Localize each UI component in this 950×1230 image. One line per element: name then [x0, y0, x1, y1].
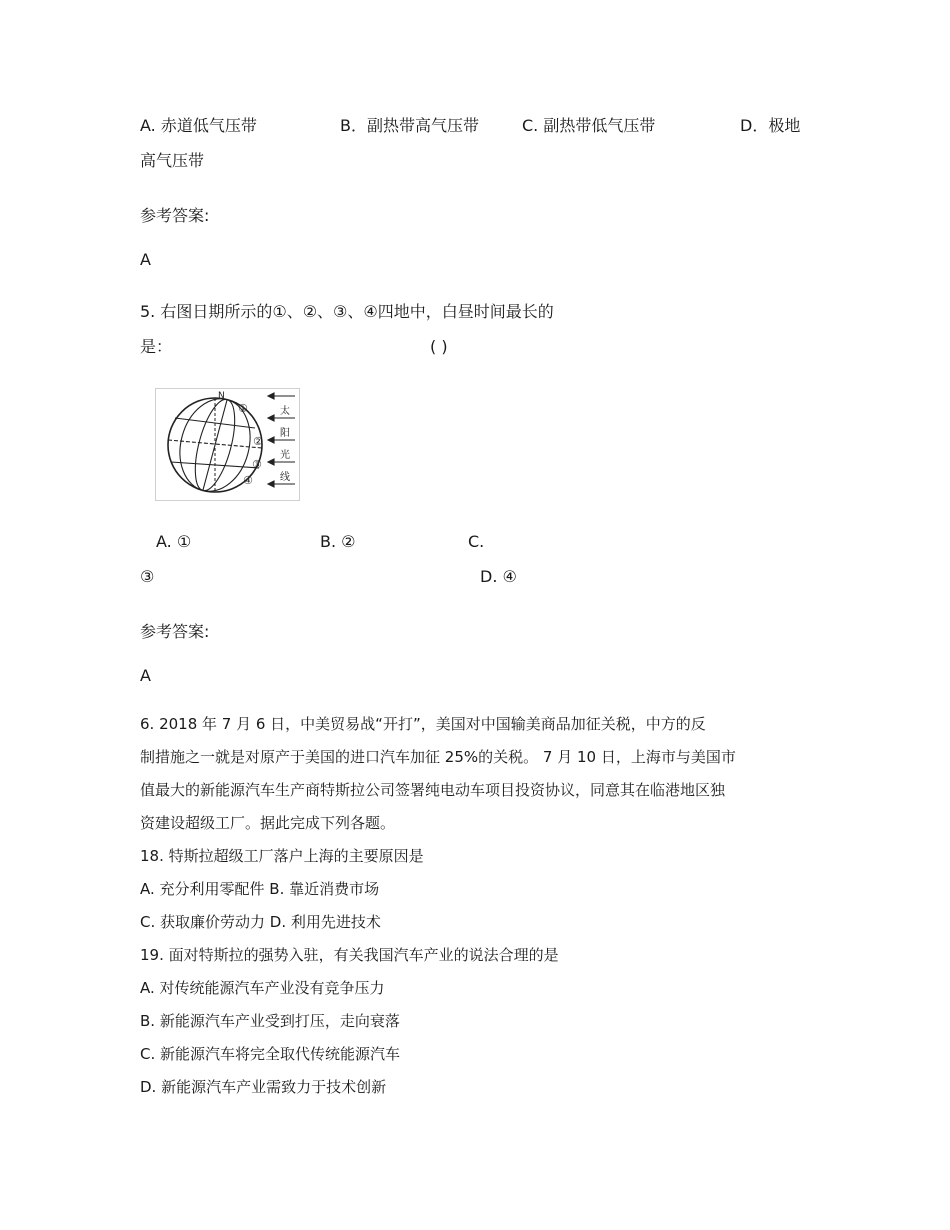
q6-passage-line4: 资建设超级工厂。据此完成下列各题。 — [140, 814, 396, 832]
earth-illumination-figure — [155, 388, 300, 501]
answer-label: 参考答案: — [140, 206, 210, 225]
q19-option-a: A. 对传统能源汽车产业没有竞争压力 — [140, 979, 385, 997]
north-label: N — [218, 391, 225, 401]
q18-options-ab: A. 充分利用零配件 B. 靠近消费市场 — [140, 880, 380, 898]
earth-diagram — [155, 388, 300, 501]
q19-option-b: B. 新能源汽车产业受到打压，走向衰落 — [140, 1012, 400, 1030]
q6-passage-line1: 6. 2018 年 7 月 6 日，中美贸易战“开打”，美国对中国输美商品加征关税，中方的反 — [140, 715, 706, 733]
q18-stem: 18. 特斯拉超级工厂落户上海的主要原因是 — [140, 847, 424, 865]
q4-option-a: A. 赤道低气压带 — [140, 116, 257, 135]
q19-option-c: C. 新能源汽车将完全取代传统能源汽车 — [140, 1045, 401, 1063]
q5-option-b: B. ② — [320, 532, 356, 551]
q5-option-c: C. — [468, 532, 485, 551]
q5-stem-line2: 是： — [140, 337, 173, 356]
q5-option-c-continued: ③ — [140, 567, 155, 586]
q6-passage-line3: 值最大的新能源汽车生产商特斯拉公司签署纯电动车项目投资协议，同意其在临港地区独 — [140, 781, 726, 799]
sun-label-4: 线 — [280, 472, 290, 483]
q4-option-d: D．极地 — [740, 116, 801, 135]
q4-option-d-continued: 高气压带 — [140, 151, 205, 170]
q19-stem: 19. 面对特斯拉的强势入驻，有关我国汽车产业的说法合理的是 — [140, 946, 559, 964]
q4-option-b: B．副热带高气压带 — [340, 116, 479, 135]
q5-answer-blank: ( ) — [430, 337, 448, 356]
answer-label: 参考答案: — [140, 622, 210, 641]
point-label-2: ② — [253, 435, 263, 448]
q5-stem-line1: 5. 右图日期所示的①、②、③、④四地中，白昼时间最长的 — [140, 302, 554, 321]
answer-value: A — [140, 250, 151, 269]
sun-label-1: 太 — [280, 406, 290, 417]
q5-option-d: D. ④ — [480, 567, 517, 586]
q19-option-d: D. 新能源汽车产业需致力于技术创新 — [140, 1078, 387, 1096]
point-label-4: ④ — [243, 474, 253, 487]
q5-option-a: A. ① — [156, 532, 192, 551]
q4-option-c: C. 副热带低气压带 — [522, 116, 656, 135]
point-label-3: ③ — [252, 458, 262, 471]
sun-label-3: 光 — [280, 450, 290, 461]
point-label-1: ① — [238, 402, 248, 415]
sun-label-2: 阳 — [280, 428, 290, 439]
answer-value: A — [140, 666, 151, 685]
q6-passage-line2: 制措施之一就是对原产于美国的进口汽车加征 25%的关税。 7 月 10 日，上海市与美国市 — [140, 748, 736, 766]
q18-options-cd: C. 获取廉价劳动力 D. 利用先进技术 — [140, 913, 381, 931]
